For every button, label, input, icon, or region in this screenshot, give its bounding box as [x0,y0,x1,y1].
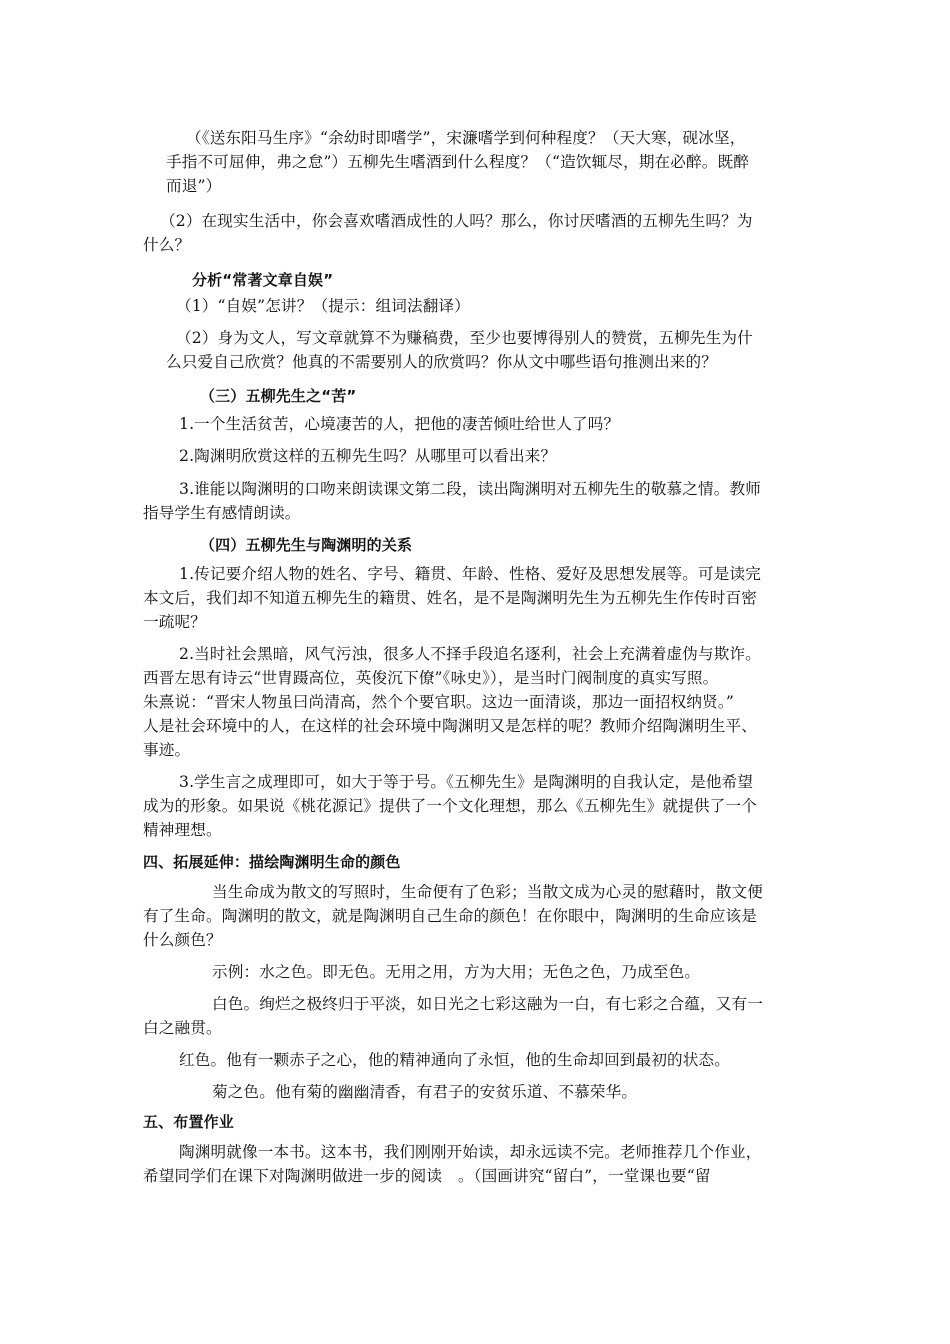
text-line: 白之融贯。 [143,1019,222,1037]
text-line: 有了生命。陶渊明的散文，就是陶渊明自己生命的颜色！在你眼中，陶渊明的生命应该是 [143,907,758,925]
text-line: 红色。他有一颗赤子之心，他的精神通向了永恒，他的生命却回到最初的状态。 [179,1051,731,1069]
text-line: 陶渊明就像一本书。这本书，我们刚刚开始读，却永远读不完。老师推荐几个作业， [179,1143,762,1161]
text-line: 西晋左思有诗云“世胄蹑高位，英俊沉下僚”《咏史》），是当时门阀制度的真实写照。 [143,669,719,687]
section-heading: （四）五柳先生与陶渊明的关系 [200,536,413,554]
text-line: 当生命成为散文的写照时，生命便有了色彩；当散文成为心灵的慰藉时，散文便 [212,883,764,901]
section-heading: 五、布置作业 [143,1113,234,1131]
text-line: （2）身为文人，写文章就算不为赚稿费，至少也要博得别人的赞赏，五柳先生为什 [176,329,753,347]
text-line: 事迹。 [143,741,191,759]
text-line: 2.当时社会黑暗，风气污浊，很多人不择手段追名逐利，社会上充满着虚伪与欺诈。 [179,645,761,663]
text-line: 朱熹说：“晋宋人物虽曰尚清高，然个个要官职。这边一面清谈，那边一面招权纳贤。” [143,693,734,711]
section-heading: 四、拓展延伸：描绘陶渊明生命的颜色 [143,853,401,871]
text-line: 希望同学们在课下对陶渊明做进一步的阅读 。（国画讲究“留白”，一堂课也要“留 [143,1167,711,1185]
text-line: （1）“自娱”怎讲？（提示：组词法翻译） [176,297,470,315]
text-line: 指导学生有感情朗读。 [143,504,301,522]
text-line: 什么？ [143,236,191,254]
text-line: 菊之色。他有菊的幽幽清香，有君子的安贫乐道、不慕荣华。 [212,1083,638,1101]
text-line: 而退”） [166,177,222,195]
text-line: 什么颜色？ [143,931,222,949]
text-line: （《送东阳马生序》“余幼时即嗜学”，宋濂嗜学到何种程度？（天大寒，砚冰坚， [186,129,746,147]
text-line: 成为的形象。如果说《桃花源记》提供了一个文化理想，那么《五柳先生》就提供了一个 [143,797,758,815]
text-line: 2.陶渊明欣赏这样的五柳先生吗？从哪里可以看出来？ [179,447,557,465]
text-line: 3.谁能以陶渊明的口吻来朗读课文第二段，读出陶渊明对五柳先生的敬慕之情。教师 [179,480,761,498]
text-line: 3.学生言之成理即可，如大于等于号。《五柳先生》是陶渊明的自我认定，是他希望 [179,773,754,791]
text-line: 人是社会环境中的人，在这样的社会环境中陶渊明又是怎样的呢？教师介绍陶渊明生平、 [143,717,758,735]
section-heading: 分析“常著文章自娱” [192,271,334,289]
text-line: 白色。绚烂之极终归于平淡，如日光之七彩这融为一白，有七彩之合蕴，又有一 [212,995,764,1013]
text-line: 示例：水之色。即无色。无用之用，方为大用；无色之色，乃成至色。 [212,963,701,981]
text-line: 手指不可屈伸，弗之怠”）五柳先生嗜酒到什么程度？（“造饮辄尽，期在必醉。既醉 [166,153,750,171]
text-line: 一疏呢？ [143,613,206,631]
text-line: （2）在现实生活中，你会喜欢嗜酒成性的人吗？那么，你讨厌嗜酒的五柳先生吗？为 [160,212,753,230]
text-line: 精神理想。 [143,821,222,839]
section-heading: （三）五柳先生之“苦” [200,387,357,405]
text-line: 本文后，我们却不知道五柳先生的籍贯、姓名，是不是陶渊明先生为五柳先生作传时百密 [143,589,758,607]
text-line: 么只爱自己欣赏？他真的不需要别人的欣赏吗？你从文中哪些语句推测出来的？ [166,353,718,371]
text-line: 1.一个生活贫苦，心境凄苦的人，把他的凄苦倾吐给世人了吗？ [179,415,620,433]
text-line: 1.传记要介绍人物的姓名、字号、籍贯、年龄、性格、爱好及思想发展等。可是读完 [179,565,761,583]
